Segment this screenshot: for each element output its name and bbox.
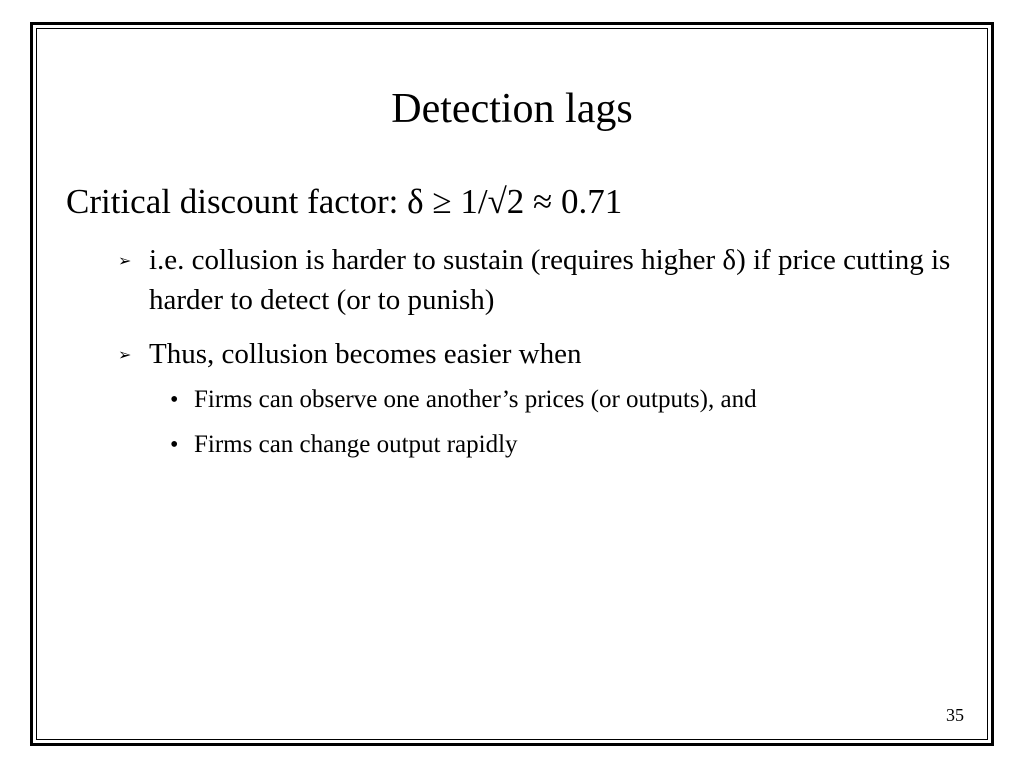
sub-sub-point-text: Firms can observe one another’s prices (or outputs), and [194,386,757,413]
page-number: 35 [946,705,964,725]
slide-title: Detection lags [391,86,633,132]
dot-bullet-icon: • [170,432,179,458]
sub-point-text: i.e. collusion is harder to sustain (requires higher δ) if price cutting is harder to detect (or to punish) [149,244,951,316]
slide-border-inner [36,28,988,740]
arrow-bullet-icon: ➢ [118,253,132,270]
main-point: Critical discount factor: δ ≥ 1/√2 ≈ 0.71 [66,182,623,221]
sub-point-text: Thus, collusion becomes easier when [149,338,582,370]
sub-sub-point-text: Firms can change output rapidly [194,431,518,458]
arrow-bullet-icon: ➢ [118,347,132,364]
dot-bullet-icon: • [170,387,179,413]
